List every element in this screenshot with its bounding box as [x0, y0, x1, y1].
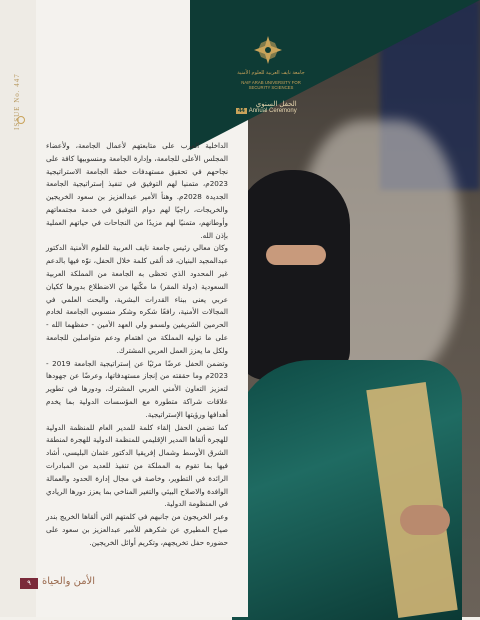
page-number: ٩ [20, 578, 38, 589]
star-emblem-icon [254, 36, 282, 64]
header-band [190, 0, 480, 150]
article-body [46, 140, 228, 550]
graduate-figure [232, 170, 462, 617]
ceremony-label [236, 100, 297, 114]
issue-number: ISSUE No. 447 [13, 73, 21, 130]
eyes [266, 245, 326, 265]
page-footer [20, 576, 220, 592]
article-paragraph: الداخلية العرب على متابعتهم لأعمال الجامعة، ولأعضاء المجلس الأعلى للجامعة، وإدارة الجامعة ومنسوبيها كافة على نجاحهم في تحقيق مستهدفات خطة الجامعة الاستراتيجية 2023م، متمنيا لهم التوفيق في تنفيذ إستراتيجية الجامعة الجديدة 2028م. وهنأ الأمير عبدالعزيز بن سعود الخريجين والخريجات، راجيًا لهم دوام التوفيق في خدمة مجتمعاتهم وأوطانهم، متمنيًا لهم مزيدًا من النجاحات في حياتهم العملية بإذن الله. [46, 141, 228, 240]
article-paragraph: وتضمن الحفل عرضًا مرئيًا عن إستراتيجية الجامعة 2019 - 2023م وما حققته من إنجاز مستهدفاتها، وعرضًا عن جهودها لتعزيز التعاون الأمني العربي المشترك، ودورها في تطوير علاقات شراكة متطورة مع المؤسسات الدولية بما يخدم أهدافها ورؤيتها الإستراتيجية. [46, 358, 228, 419]
niqab [236, 170, 350, 380]
article-paragraph: وكان معالي رئيس جامعة نايف العربية للعلوم الأمنية الدكتور عبدالمجيد البنيان، قد ألقى كلمة خلال الحفل، نوّه فيها بالدعم غير المحدود الذي تحظى به الجامعة من المملكة العربية السعودية (دولة المقر) ما مكّنها من الاضطلاع بدورها ككيان عربي يعنى ببناء القدرات البشرية، والبحث العلمي في المجالات الأمنية، رافعًا شكره وشكر منسوبي الجامعة لخادم الحرمين الشريفين ولسمو ولي العهد الأمين - حفظهما الله - على ما توليه المملكة من اهتمام ودعم متواصلين للجامعة ولكل ما يعزز العمل العربي المشترك. [46, 243, 228, 355]
university-name-ar: جامعة نايف العربية للعلوم الأمنية [237, 70, 305, 76]
magazine-title: الأمن والحياة [42, 576, 96, 587]
ceremony-title-ar: الحفل السنوي [255, 101, 297, 108]
university-name-en: NAIF ARAB UNIVERSITY FOR SECURITY SCIENCES [241, 80, 301, 90]
article-paragraph: وعبر الخريجون من جانبهم في كلمتهم التي ألقاها الخريج بندر صياح المطيري عن شكرهم للأمير عبدالعزيز بن سعود على حضوره حفل تخريجهم، وتكريم أوائل الخريجين. [46, 512, 228, 547]
ceremony-title-en: Annual Ceremony [248, 108, 297, 114]
article-paragraph: كما تضمن الحفل إلقاء كلمة للمدير العام للمنظمة الدولية للهجرة ألقاها المدير الإقليمي للمنظمة الدولية للهجرة لمنطقة الشرق الأوسط وشمال إفريقيا الدكتور عثمان البليسي، أشاد فيها بما تقوم به المملكة من تنفيذ للعديد من المبادرات الرائدة في التطوير، وخاصة في مجال إدارة الحدود والعمالة الوافدة والاصلاح البيئي والتغير المناخي بما يعزز دورها الريادي في المنظومة الدولية. [46, 422, 228, 509]
ceremony-number: 44 [238, 108, 245, 114]
hand [400, 505, 450, 535]
issue-marker [3, 70, 33, 190]
